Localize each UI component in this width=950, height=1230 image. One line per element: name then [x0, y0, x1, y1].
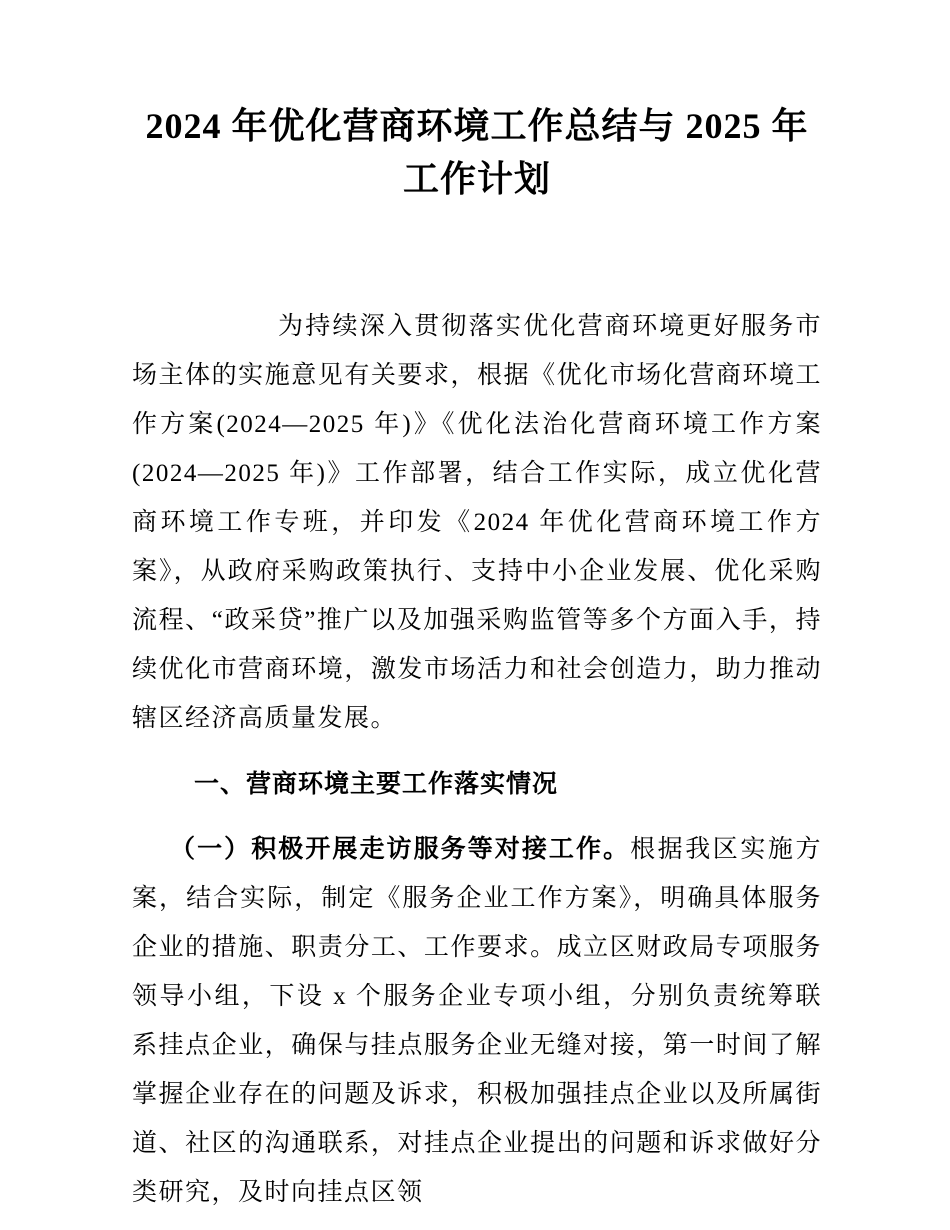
subsection-paragraph-1 [132, 825, 822, 1217]
section-heading-1: 一、营商环境主要工作落实情况 [194, 770, 559, 798]
intro-paragraph: 为持续深入贯彻落实优化营商环境更好服务市场主体的实施意见有关要求，根据《优化市场化营商环境工作方案(2024—2025 年)》《优化法治化营商环境工作方案(2024—2025 年)》工作部署，结合工作实际，成立优化营商环境工作专班，并印发《2024 年优化营商环境工作方案》，从政府采购政策执行、支持中小企业发展、优化采购流程、“政采贷”推广以及加强采购监管等多个方面入手，持续优化市营商环境，激发市场活力和社会创造力，助力推动辖区经济高质量发展。 [132, 313, 822, 732]
subsection-lead: （一）积极开展走访服务等对接工作。 [170, 835, 631, 863]
subsection-body: 根据我区实施方案，结合实际，制定《服务企业工作方案》，明确具体服务企业的措施、职责分工、工作要求。成立区财政局专项服务领导小组，下设 x 个服务企业专项小组，分别负责统筹联系挂点企业，确保与挂点服务企业无缝对接，第一时间了解掌握企业存在的问题及诉求，积极加强挂点企业以及所属街道、社区的沟通联系，对挂点企业提出的问题和诉求做好分类研究，及时向挂点区领 [132, 836, 822, 1206]
document-title: 2024 年优化营商环境工作总结与 2025 年工作计划 [145, 106, 809, 199]
